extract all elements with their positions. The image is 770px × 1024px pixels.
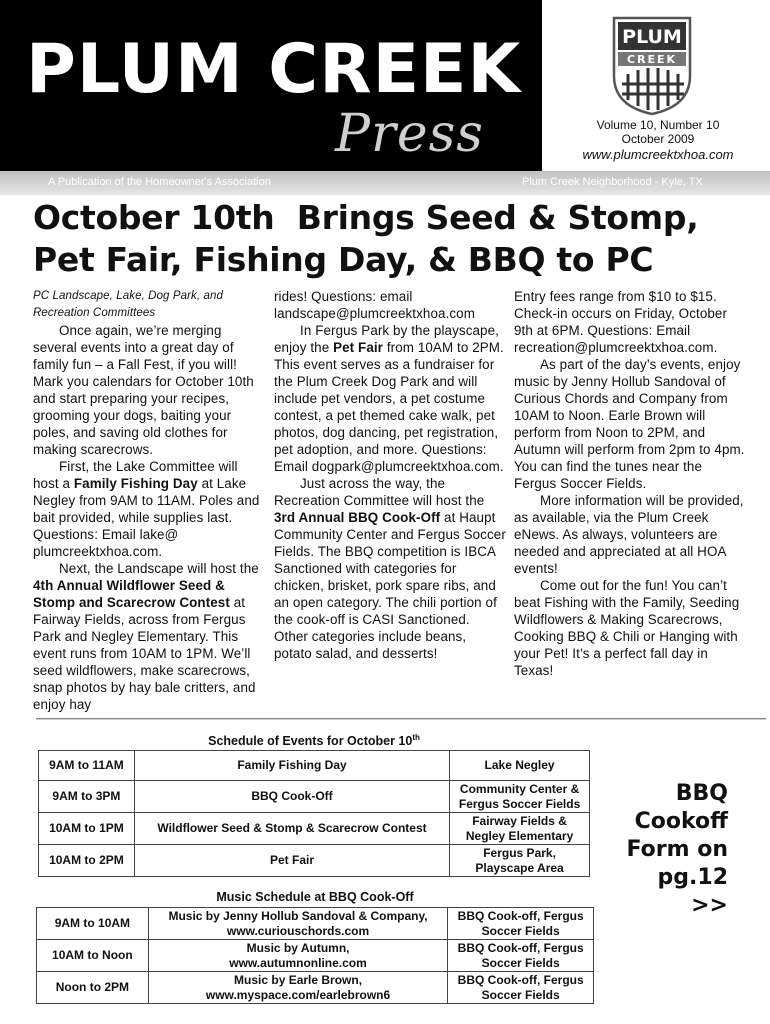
tagline-left: A Publication of the Homeowner's Association: [48, 176, 271, 188]
music-caption: Music Schedule at BBQ Cook-Off: [216, 890, 414, 904]
logo-bottom-text: CREEK: [626, 53, 678, 66]
masthead: [0, 0, 542, 171]
paragraph: In Fergus Park by the playscape, enjoy the Pet Fair from 10AM to 2PM. This event serves as a fundraiser for the Plum Creek Dog Park and will include pet vendors, a pet costume contest, a pet themed cake walk, pet photos, dog dancing, pet registration, pet adoption, and more. Questions: Email dogpark@plumcreektxhoa.com.: [274, 323, 504, 474]
paragraph: Once again, we’re merging several events into a great day of family fun – a Fall Fest, if you will! Mark you calendars for October 10th and start preparing your recipes, grooming your dogs, baiting your poles, and saving old clothes for making scarecrows.: [33, 323, 254, 457]
tagline-band: [0, 171, 770, 195]
byline: PC Landscape, Lake, Dog Park, and Recreation Committees: [33, 290, 223, 319]
paragraph: Just across the way, the Recreation Committee will host the 3rd Annual BBQ Cook-Off at Haupt Community Center and Fergus Soccer Fields. The BBQ competition is IBCA Sanctioned with categories for chicken, brisket, pork spare ribs, and an open category. The chili portion of the cook-off is CASI Sanctioned. Other categories include beans, potato salad, and desserts!: [274, 476, 506, 661]
table-row: Noon to 2PM Music by Earle Brown, www.myspace.com/earlebrown6 BBQ Cook-off, Fergus Soccer Fields: [37, 972, 594, 1004]
bbq-form-promo[interactable]: BBQ Cookoff Form on pg.12 >>: [610, 780, 728, 920]
paragraph: Next, the Landscape will host the 4th Annual Wildflower Seed & Stomp and Scarecrow Contest at Fairway Fields, across from Fergus Park and Negley Elementary. This event runs from 10AM to 1PM. We’ll seed wildflowers, make scarecrows, snap photos by hay bale critters, and enjoy hay: [33, 561, 259, 712]
music-site-link[interactable]: www.curiouschords.com: [226, 923, 370, 938]
headline-line-1: October 10th Brings Seed & Stomp,: [33, 198, 699, 237]
next-arrow-icon: >>: [691, 893, 728, 918]
table-row: 9AM to 10AM Music by Jenny Hollub Sandoval & Company, www.curiouschords.com BBQ Cook-off, Fergus Soccer Fields: [37, 908, 594, 940]
headline-line-2: Pet Fair, Fishing Day, & BBQ to PC: [33, 240, 654, 279]
volume-number: Volume 10, Number 10: [596, 118, 720, 132]
article-column-3: [514, 288, 746, 679]
article-headline: [33, 197, 763, 281]
table-row: 10AM to 1PM Wildflower Seed & Stomp & Scarecrow Contest Fairway Fields & Negley Elementary: [39, 813, 590, 845]
paragraph: More information will be provided, as available, via the Plum Creek eNews. As always, volunteers are needed and appreciated at all HOA events!: [514, 493, 744, 576]
newsletter-title: PLUM CREEK: [26, 30, 522, 109]
logo-top-text: PLUM: [622, 26, 682, 48]
table-row: 9AM to 11AM Family Fishing Day Lake Negley: [39, 751, 590, 781]
music-site-link[interactable]: www.myspace.com/earlebrown6: [205, 987, 391, 1002]
paragraph: Entry fees range from $10 to $15. Check-in occurs on Friday, October 9th at 6PM. Questions: Email recreation@plumcreektxhoa.com.: [514, 289, 728, 355]
table-row: 10AM to 2PM Pet Fair Fergus Park, Playscape Area: [39, 845, 590, 877]
section-divider: [36, 718, 766, 720]
paragraph: rides! Questions: email landscape@plumcreektxhoa.com: [274, 289, 475, 321]
paragraph: First, the Lake Committee will host a Family Fishing Day at Lake Negley from 9AM to 11AM. Poles and bait provided, while supplies last. Questions: Email lake@ plumcreektxhoa.com.: [33, 459, 260, 559]
article-column-2: [274, 288, 506, 662]
paragraph: As part of the day’s events, enjoy music by Jenny Hollub Sandoval of Curious Chords and Company from 10AM to Noon. Earle Brown will perform from Noon to 2PM, and Autumn will perform from 2pm to 4pm. You can find the tunes near the Fergus Soccer Fields.: [514, 357, 745, 491]
website-link[interactable]: www.plumcreektxhoa.com: [582, 147, 734, 162]
table-row: 10AM to Noon Music by Autumn, www.autumnonline.com BBQ Cook-off, Fergus Soccer Fields: [37, 940, 594, 972]
schedule-caption: Schedule of Events for October 10th: [208, 733, 420, 749]
schedule-table: [38, 750, 590, 877]
issue-date: October 2009: [621, 132, 695, 146]
tagline-right: Plum Creek Neighborhood - Kyle, TX: [522, 176, 703, 188]
plum-creek-logo-icon: [610, 14, 694, 116]
music-table: [36, 907, 594, 1004]
article-column-1: [33, 288, 265, 713]
newsletter-subtitle: Press: [335, 104, 484, 164]
paragraph: Come out for the fun! You can’t beat Fishing with the Family, Seeding Wildflowers & Making Scarecrows, Cooking BBQ & Chili or Hanging with your Pet! It’s a perfect fall day in Texas!: [514, 578, 740, 678]
issue-info: [550, 118, 766, 146]
music-site-link[interactable]: www.autumnonline.com: [229, 955, 367, 970]
table-row: 9AM to 3PM BBQ Cook-Off Community Center & Fergus Soccer Fields: [39, 781, 590, 813]
